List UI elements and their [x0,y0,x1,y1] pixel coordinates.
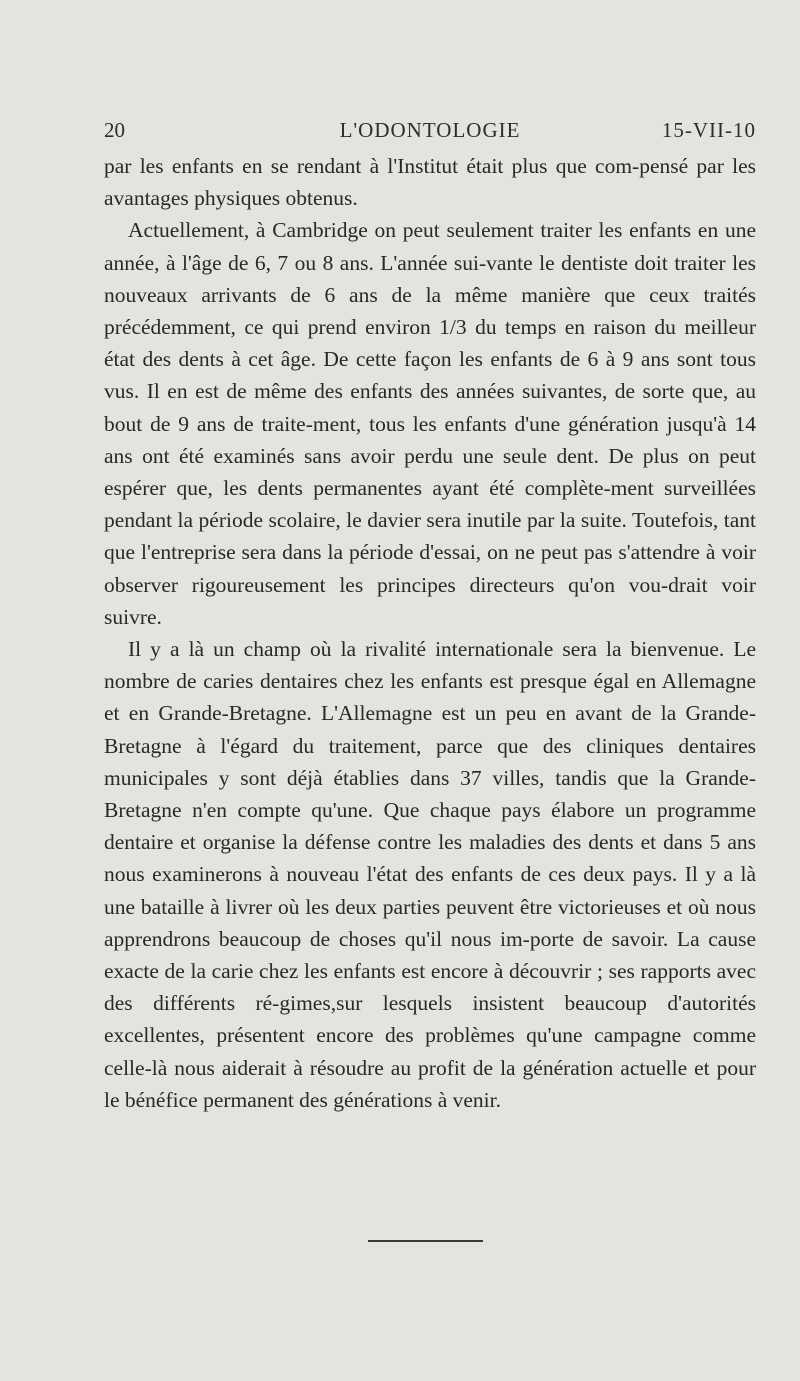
page-number: 20 [104,118,125,142]
paragraph: Il y a là un champ où la rivalité internationale sera la bienvenue. Le nombre de caries dentaires chez les enfants est presque égal en Allemagne et en Grande-Bretagne. L'Allemagne est un peu en avant de la Grande-Bretagne à l'égard du traitement, parce que des cliniques dentaires municipales y sont déjà établies dans 37 villes, tandis que la Grande-Bretagne n'en compte qu'une. Que chaque pays élabore un programme dentaire et organise la défense contre les maladies des dents et dans 5 ans nous examinerons à nouveau l'état des enfants de ces deux pays. Il y a là une bataille à livrer où les deux parties peuvent être victorieuses et où nous apprendrons beaucoup de choses qu'il nous im-porte de savoir. La cause exacte de la carie chez les enfants est encore à découvrir ; ses rapports avec des différents ré-gimes,sur lesquels insistent beaucoup d'autorités excellentes, présentent encore des problèmes qu'une campagne comme celle-là nous aiderait à résoudre au profit de la génération actuelle et pour le bénéfice permanent des générations à venir. [104,637,756,1112]
issue-date: 15-VII-10 [661,118,756,142]
end-rule [368,1240,483,1242]
running-header [104,118,756,148]
paragraph-continued: par les enfants en se rendant à l'Institut était plus que com-pensé par les avantages physiques obtenus. [104,154,756,211]
paragraph: Actuellement, à Cambridge on peut seulement traiter les enfants en une année, à l'âge de 6, 7 ou 8 ans. L'année sui-vante le dentiste doit traiter les nouveaux arrivants de 6 ans de la même manière que ceux traités précédemment, ce qui prend environ 1/3 du temps en raison du meilleur état des dents à cet âge. De cette façon les enfants de 6 à 9 ans sont tous vus. Il en est de même des enfants des années suivantes, de sorte que, au bout de 9 ans de traite-ment, tous les enfants d'une génération jusqu'à 14 ans ont été examinés sans avoir perdu une seule dent. De plus on peut espérer que, les dents permanentes ayant été complète-ment surveillées pendant la période scolaire, le davier sera inutile par la suite. Toutefois, tant que l'entreprise sera dans la période d'essai, on ne peut pas s'attendre à voir observer rigoureusement les principes directeurs qu'on vou-drait voir suivre. [104,218,756,629]
article-body [104,150,756,1116]
running-title: L'ODONTOLOGIE [339,118,521,142]
